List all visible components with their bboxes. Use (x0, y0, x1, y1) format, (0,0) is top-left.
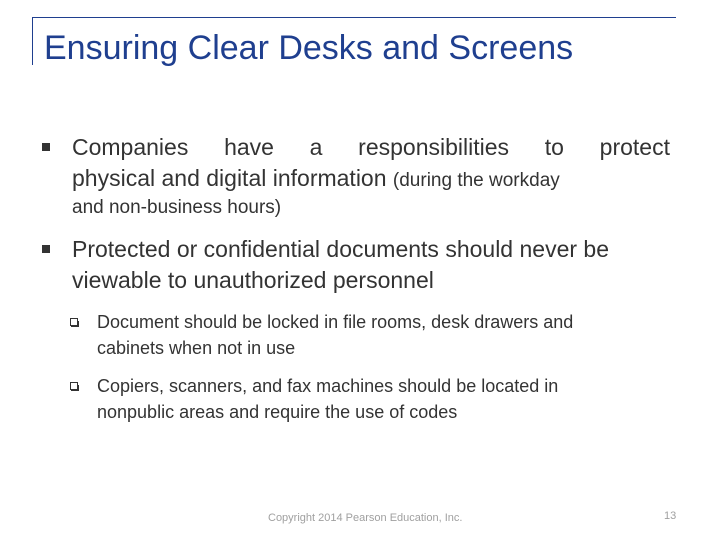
copyright-footer: Copyright 2014 Pearson Education, Inc. (268, 512, 463, 524)
page-number: 13 (664, 510, 677, 522)
bullet-1-word: responsibilities (358, 134, 510, 160)
bullet-1-line-2 (72, 163, 560, 196)
bullet-square-icon (42, 245, 50, 253)
bullet-1-word: have (224, 134, 274, 160)
sub-bullet-2-line-1: Copiers, scanners, and fax machines should be located in (97, 376, 559, 396)
bullet-2-line-2: viewable to unauthorized personnel (72, 267, 434, 293)
slide-title: Ensuring Clear Desks and Screens (44, 29, 574, 67)
bullet-square-icon (42, 143, 50, 151)
bullet-1-line-1 (72, 132, 670, 162)
bullet-hollow-square-icon (70, 382, 78, 390)
bullet-1-word: protect (599, 134, 670, 160)
sub-bullet-1-line-2: cabinets when not in use (97, 338, 296, 358)
sub-bullet-1-line-1: Document should be locked in file rooms, desk drawers and (97, 312, 574, 332)
bullet-1-text: physical and digital information (72, 165, 393, 191)
bullet-1-word: a (309, 134, 323, 160)
bullet-1-line-3: and non-business hours) (72, 197, 282, 218)
bullet-1-parenthetical: (during the workday (392, 170, 560, 191)
bullet-hollow-square-icon (70, 318, 78, 326)
bullet-2-line-1: Protected or confidential documents should never be (72, 236, 609, 262)
bullet-1-word: to (544, 134, 564, 160)
sub-bullet-2-line-2: nonpublic areas and require the use of codes (97, 402, 458, 422)
bullet-1-word: Companies (72, 134, 189, 160)
